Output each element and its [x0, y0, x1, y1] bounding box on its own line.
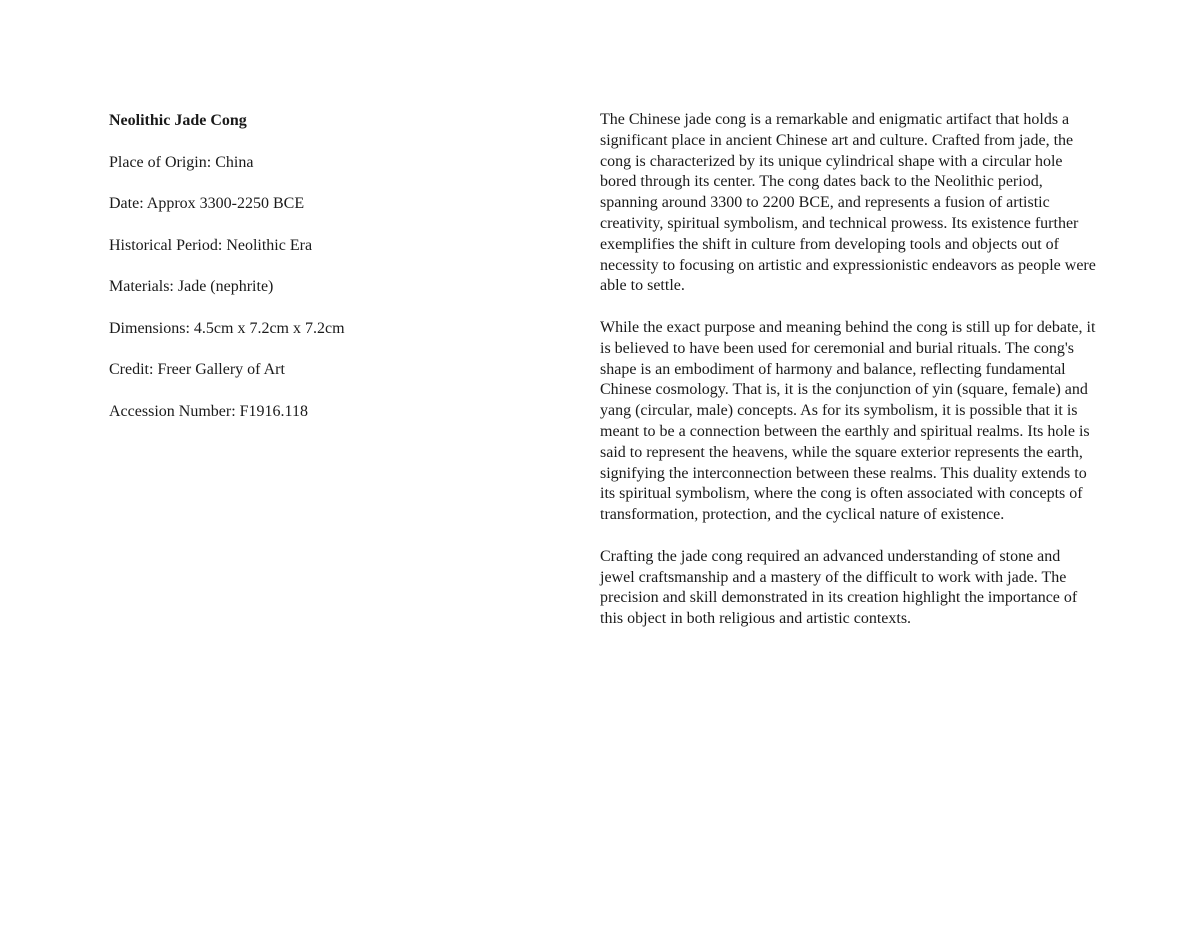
essay-paragraph: While the exact purpose and meaning behind the cong is still up for debate, it is believed to have been used for ceremonial and burial rituals. The cong's shape is an embodiment of harmony and balance, reflecting fundamental Chinese cosmology. That is, it is the conjunction of yin (square, female) and yang (circular, male) concepts. As for its symbolism, it is possible that it is meant to be a connection between the earthly and spiritual realms. Its hole is said to represent the heavens, while the square exterior represents the earth, signifying the interconnection between these realms. This duality extends to its spiritual symbolism, where the cong is often associated with concepts of transformation, protection, and the cyclical nature of existence. [600, 318, 1096, 524]
accession-number: Accession Number: F1916.118 [109, 402, 308, 420]
artifact-date: Date: Approx 3300-2250 BCE [109, 195, 305, 212]
historical-period: Historical Period: Neolithic Era [109, 236, 313, 254]
artifact-credit: Credit: Freer Gallery of Art [109, 361, 285, 378]
essay-paragraph: Crafting the jade cong required an advanced understanding of stone and jewel craftsmanship and a mastery of the difficult to work with jade. The precision and skill demonstrated in its creation highlight the importance of this object in both religious and artistic contexts. [600, 547, 1078, 628]
artifact-materials: Materials: Jade (nephrite) [109, 278, 274, 295]
artifact-details [109, 110, 529, 442]
essay-paragraph: The Chinese jade cong is a remarkable and enigmatic artifact that holds a significant place in ancient Chinese art and culture. Crafted from jade, the cong is characterized by its unique cylindrical shape with a circular hole bored through its center. The cong dates back to the Neolithic period, spanning around 3300 to 2200 BCE, and represents a fusion of artistic creativity, spiritual symbolism, and technical prowess. Its existence further exemplifies the shift in culture from developing tools and objects out of necessity to focusing on artistic and expressionistic endeavors as people were able to settle. [600, 111, 1096, 295]
artifact-title: Neolithic Jade Cong [109, 112, 247, 129]
place-of-origin: Place of Origin: China [109, 153, 254, 171]
essay-body [600, 110, 1096, 651]
artifact-dimensions: Dimensions: 4.5cm x 7.2cm x 7.2cm [109, 319, 345, 337]
